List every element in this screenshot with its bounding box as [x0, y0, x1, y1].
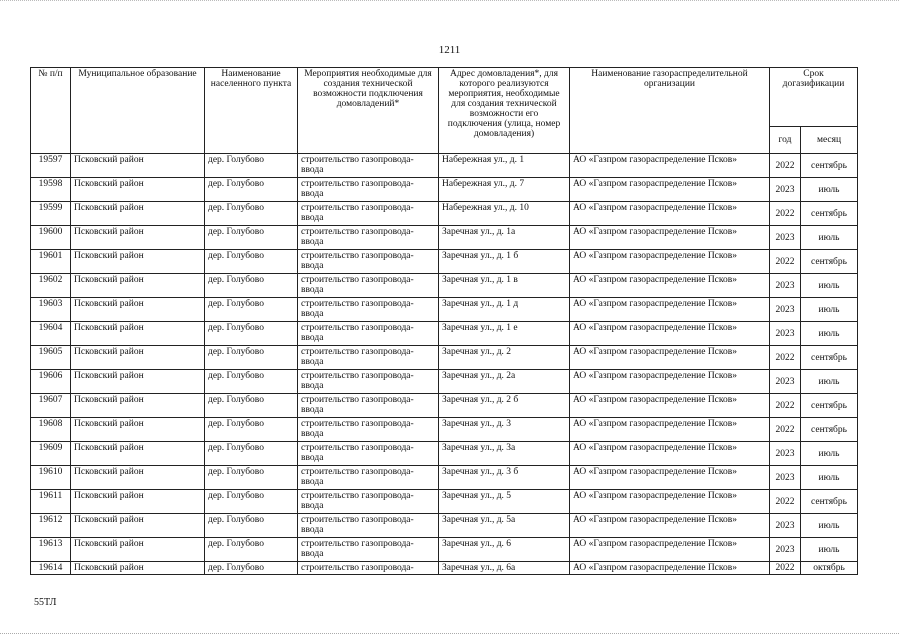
municipality-cell: Псковский район [71, 514, 205, 538]
year-cell: 2023 [770, 274, 801, 298]
address-cell: Заречная ул., д. 6а [439, 562, 570, 575]
address-cell: Заречная ул., д. 2 б [439, 394, 570, 418]
year-cell: 2022 [770, 202, 801, 226]
organization-cell: АО «Газпром газораспределение Псков» [570, 274, 770, 298]
settlement-cell: дер. Голубово [205, 394, 298, 418]
measure-cell: строительство газопровода-ввода [298, 370, 439, 394]
organization-cell: АО «Газпром газораспределение Псков» [570, 346, 770, 370]
header-address: Адрес домовладения*, для которого реализуются мероприятия, необходимые для создания технической возможности его подключения (улица, номер домовладения) [439, 68, 570, 154]
month-cell: июль [801, 226, 858, 250]
municipality-cell: Псковский район [71, 466, 205, 490]
header-deadline: Срок догазификации [770, 68, 858, 127]
municipality-cell: Псковский район [71, 154, 205, 178]
municipality-cell: Псковский район [71, 346, 205, 370]
month-cell: июль [801, 322, 858, 346]
month-cell: сентябрь [801, 346, 858, 370]
month-cell: июль [801, 274, 858, 298]
header-measures: Мероприятия необходимые для создания технической возможности подключения домовладений* [298, 68, 439, 154]
address-cell: Заречная ул., д. 1 е [439, 322, 570, 346]
municipality-cell: Псковский район [71, 370, 205, 394]
address-cell: Набережная ул., д. 1 [439, 154, 570, 178]
settlement-cell: дер. Голубово [205, 466, 298, 490]
table-row [31, 322, 858, 346]
measure-cell: строительство газопровода-ввода [298, 298, 439, 322]
address-cell: Заречная ул., д. 1 в [439, 274, 570, 298]
table-row [31, 466, 858, 490]
year-cell: 2023 [770, 514, 801, 538]
municipality-cell: Псковский район [71, 226, 205, 250]
table-row [31, 202, 858, 226]
year-cell: 2022 [770, 346, 801, 370]
municipality-cell: Псковский район [71, 442, 205, 466]
row-number: 19600 [31, 226, 71, 250]
address-cell: Заречная ул., д. 1 б [439, 250, 570, 274]
organization-cell: АО «Газпром газораспределение Псков» [570, 250, 770, 274]
month-cell: сентябрь [801, 250, 858, 274]
address-cell: Заречная ул., д. 5а [439, 514, 570, 538]
settlement-cell: дер. Голубово [205, 514, 298, 538]
table-body [31, 154, 858, 575]
municipality-cell: Псковский район [71, 418, 205, 442]
year-cell: 2022 [770, 418, 801, 442]
organization-cell: АО «Газпром газораспределение Псков» [570, 298, 770, 322]
month-cell: сентябрь [801, 202, 858, 226]
measure-cell: строительство газопровода-ввода [298, 202, 439, 226]
table-row [31, 346, 858, 370]
row-number: 19604 [31, 322, 71, 346]
address-cell: Заречная ул., д. 3 [439, 418, 570, 442]
municipality-cell: Псковский район [71, 298, 205, 322]
year-cell: 2022 [770, 490, 801, 514]
row-number: 19612 [31, 514, 71, 538]
measure-cell: строительство газопровода-ввода [298, 466, 439, 490]
header-settlement: Наименование населенного пункта [205, 68, 298, 154]
settlement-cell: дер. Голубово [205, 298, 298, 322]
row-number: 19610 [31, 466, 71, 490]
header-month: месяц [801, 127, 858, 154]
municipality-cell: Псковский район [71, 250, 205, 274]
year-cell: 2022 [770, 394, 801, 418]
address-cell: Заречная ул., д. 2а [439, 370, 570, 394]
measure-cell: строительство газопровода-ввода [298, 322, 439, 346]
organization-cell: АО «Газпром газораспределение Псков» [570, 202, 770, 226]
municipality-cell: Псковский район [71, 562, 205, 575]
row-number: 19607 [31, 394, 71, 418]
table-row [31, 562, 858, 575]
address-cell: Заречная ул., д. 3 б [439, 466, 570, 490]
header-num: № п/п [31, 68, 71, 154]
table-row [31, 154, 858, 178]
organization-cell: АО «Газпром газораспределение Псков» [570, 514, 770, 538]
row-number: 19599 [31, 202, 71, 226]
scan-edge-top [0, 0, 899, 2]
month-cell: июль [801, 514, 858, 538]
address-cell: Набережная ул., д. 7 [439, 178, 570, 202]
scan-edge-bottom [0, 633, 899, 635]
table-row [31, 250, 858, 274]
settlement-cell: дер. Голубово [205, 490, 298, 514]
measure-cell: строительство газопровода-ввода [298, 394, 439, 418]
row-number: 19613 [31, 538, 71, 562]
municipality-cell: Псковский район [71, 538, 205, 562]
measure-cell: строительство газопровода-ввода [298, 538, 439, 562]
settlement-cell: дер. Голубово [205, 226, 298, 250]
municipality-cell: Псковский район [71, 322, 205, 346]
month-cell: июль [801, 298, 858, 322]
measure-cell: строительство газопровода-ввода [298, 274, 439, 298]
organization-cell: АО «Газпром газораспределение Псков» [570, 442, 770, 466]
page-number: 1211 [438, 44, 461, 56]
settlement-cell: дер. Голубово [205, 202, 298, 226]
municipality-cell: Псковский район [71, 202, 205, 226]
gasification-table [30, 67, 858, 575]
year-cell: 2023 [770, 226, 801, 250]
month-cell: сентябрь [801, 490, 858, 514]
address-cell: Заречная ул., д. 2 [439, 346, 570, 370]
settlement-cell: дер. Голубово [205, 322, 298, 346]
year-cell: 2022 [770, 250, 801, 274]
month-cell: октябрь [801, 562, 858, 575]
row-number: 19609 [31, 442, 71, 466]
header-year: год [770, 127, 801, 154]
table-row [31, 298, 858, 322]
table-row [31, 178, 858, 202]
table-row [31, 514, 858, 538]
organization-cell: АО «Газпром газораспределение Псков» [570, 562, 770, 575]
measure-cell: строительство газопровода-ввода [298, 250, 439, 274]
month-cell: июль [801, 538, 858, 562]
table-row [31, 418, 858, 442]
row-number: 19597 [31, 154, 71, 178]
table-row [31, 226, 858, 250]
settlement-cell: дер. Голубово [205, 346, 298, 370]
settlement-cell: дер. Голубово [205, 370, 298, 394]
year-cell: 2022 [770, 154, 801, 178]
row-number: 19611 [31, 490, 71, 514]
measure-cell: строительство газопровода-ввода [298, 514, 439, 538]
month-cell: июль [801, 370, 858, 394]
year-cell: 2022 [770, 562, 801, 575]
year-cell: 2023 [770, 178, 801, 202]
measure-cell: строительство газопровода-ввода [298, 442, 439, 466]
row-number: 19608 [31, 418, 71, 442]
organization-cell: АО «Газпром газораспределение Псков» [570, 322, 770, 346]
month-cell: сентябрь [801, 418, 858, 442]
municipality-cell: Псковский район [71, 274, 205, 298]
table-row [31, 274, 858, 298]
settlement-cell: дер. Голубово [205, 250, 298, 274]
organization-cell: АО «Газпром газораспределение Псков» [570, 370, 770, 394]
address-cell: Заречная ул., д. 5 [439, 490, 570, 514]
month-cell: сентябрь [801, 394, 858, 418]
address-cell: Заречная ул., д. 1а [439, 226, 570, 250]
footer-mark: 55ТЛ [34, 597, 57, 608]
settlement-cell: дер. Голубово [205, 562, 298, 575]
month-cell: июль [801, 466, 858, 490]
year-cell: 2023 [770, 370, 801, 394]
organization-cell: АО «Газпром газораспределение Псков» [570, 538, 770, 562]
measure-cell: строительство газопровода-ввода [298, 346, 439, 370]
municipality-cell: Псковский район [71, 178, 205, 202]
row-number: 19614 [31, 562, 71, 575]
header-organization: Наименование газораспределительной организации [570, 68, 770, 154]
address-cell: Заречная ул., д. 6 [439, 538, 570, 562]
month-cell: июль [801, 178, 858, 202]
header-municipality: Муниципальное образование [71, 68, 205, 154]
measure-cell: строительство газопровода-ввода [298, 226, 439, 250]
settlement-cell: дер. Голубово [205, 418, 298, 442]
address-cell: Набережная ул., д. 10 [439, 202, 570, 226]
row-number: 19598 [31, 178, 71, 202]
measure-cell: строительство газопровода- [298, 562, 439, 575]
organization-cell: АО «Газпром газораспределение Псков» [570, 490, 770, 514]
settlement-cell: дер. Голубово [205, 442, 298, 466]
year-cell: 2023 [770, 322, 801, 346]
year-cell: 2023 [770, 538, 801, 562]
year-cell: 2023 [770, 466, 801, 490]
organization-cell: АО «Газпром газораспределение Псков» [570, 418, 770, 442]
year-cell: 2023 [770, 298, 801, 322]
municipality-cell: Псковский район [71, 490, 205, 514]
organization-cell: АО «Газпром газораспределение Псков» [570, 178, 770, 202]
table-row [31, 370, 858, 394]
row-number: 19605 [31, 346, 71, 370]
table-row [31, 490, 858, 514]
measure-cell: строительство газопровода-ввода [298, 178, 439, 202]
settlement-cell: дер. Голубово [205, 178, 298, 202]
row-number: 19601 [31, 250, 71, 274]
measure-cell: строительство газопровода-ввода [298, 154, 439, 178]
table-header [31, 68, 858, 154]
row-number: 19606 [31, 370, 71, 394]
table-row [31, 394, 858, 418]
settlement-cell: дер. Голубово [205, 538, 298, 562]
year-cell: 2023 [770, 442, 801, 466]
settlement-cell: дер. Голубово [205, 274, 298, 298]
address-cell: Заречная ул., д. 1 д [439, 298, 570, 322]
municipality-cell: Псковский район [71, 394, 205, 418]
measure-cell: строительство газопровода-ввода [298, 418, 439, 442]
table-row [31, 538, 858, 562]
month-cell: июль [801, 442, 858, 466]
settlement-cell: дер. Голубово [205, 154, 298, 178]
organization-cell: АО «Газпром газораспределение Псков» [570, 154, 770, 178]
organization-cell: АО «Газпром газораспределение Псков» [570, 466, 770, 490]
row-number: 19602 [31, 274, 71, 298]
table-row [31, 442, 858, 466]
organization-cell: АО «Газпром газораспределение Псков» [570, 226, 770, 250]
address-cell: Заречная ул., д. 3а [439, 442, 570, 466]
row-number: 19603 [31, 298, 71, 322]
organization-cell: АО «Газпром газораспределение Псков» [570, 394, 770, 418]
measure-cell: строительство газопровода-ввода [298, 490, 439, 514]
month-cell: сентябрь [801, 154, 858, 178]
